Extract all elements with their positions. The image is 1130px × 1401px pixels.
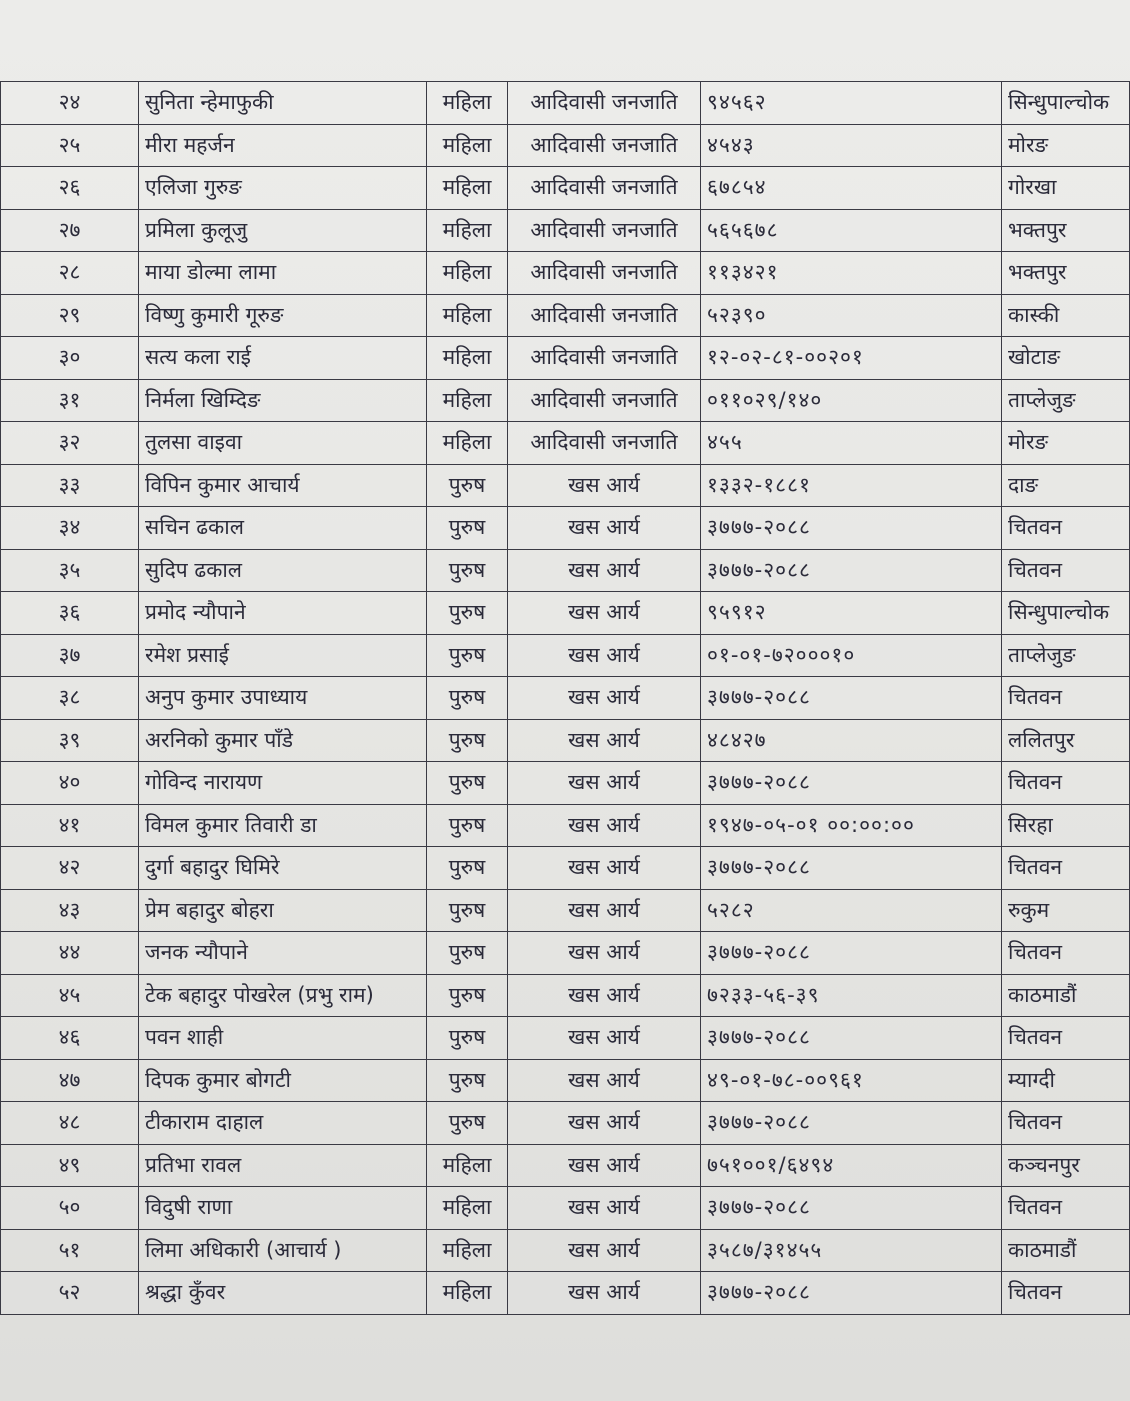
name-cell: माया डोल्मा लामा bbox=[139, 252, 427, 295]
name-cell: सुदिप ढकाल bbox=[139, 549, 427, 592]
table-row bbox=[1, 124, 1130, 167]
serial-number-cell: ४१ bbox=[1, 804, 139, 847]
district-cell: चितवन bbox=[1002, 677, 1130, 720]
gender-cell: महिला bbox=[427, 1144, 508, 1187]
id-number-cell: ३७७७-२०८८ bbox=[701, 677, 1002, 720]
name-cell: अरनिको कुमार पाँडे bbox=[139, 719, 427, 762]
id-number-cell: ५२३९० bbox=[701, 294, 1002, 337]
gender-cell: महिला bbox=[427, 167, 508, 210]
table-row bbox=[1, 634, 1130, 677]
group-cell: खस आर्य bbox=[508, 507, 701, 550]
district-cell: रुकुम bbox=[1002, 889, 1130, 932]
table-row bbox=[1, 847, 1130, 890]
serial-number-cell: ४४ bbox=[1, 932, 139, 975]
id-number-cell: ६७८५४ bbox=[701, 167, 1002, 210]
table-row bbox=[1, 549, 1130, 592]
district-cell: खोटाङ bbox=[1002, 337, 1130, 380]
group-cell: खस आर्य bbox=[508, 847, 701, 890]
district-cell: दाङ bbox=[1002, 464, 1130, 507]
table-row bbox=[1, 507, 1130, 550]
name-cell: पवन शाही bbox=[139, 1017, 427, 1060]
district-cell: सिन्धुपाल्चोक bbox=[1002, 592, 1130, 635]
id-number-cell: ३७७७-२०८८ bbox=[701, 1187, 1002, 1230]
group-cell: आदिवासी जनजाति bbox=[508, 124, 701, 167]
gender-cell: महिला bbox=[427, 337, 508, 380]
table-row bbox=[1, 294, 1130, 337]
id-number-cell: ४५५ bbox=[701, 422, 1002, 465]
name-cell: टेक बहादुर पोखरेल (प्रभु राम) bbox=[139, 974, 427, 1017]
district-cell: ललितपुर bbox=[1002, 719, 1130, 762]
district-cell: कञ्चनपुर bbox=[1002, 1144, 1130, 1187]
table-row bbox=[1, 592, 1130, 635]
table-row bbox=[1, 209, 1130, 252]
serial-number-cell: ३९ bbox=[1, 719, 139, 762]
serial-number-cell: २५ bbox=[1, 124, 139, 167]
candidate-table bbox=[0, 81, 1130, 1315]
serial-number-cell: २४ bbox=[1, 82, 139, 125]
group-cell: खस आर्य bbox=[508, 804, 701, 847]
district-cell: चितवन bbox=[1002, 762, 1130, 805]
id-number-cell: ३७७७-२०८८ bbox=[701, 1102, 1002, 1145]
district-cell: भक्तपुर bbox=[1002, 252, 1130, 295]
district-cell: चितवन bbox=[1002, 1187, 1130, 1230]
gender-cell: पुरुष bbox=[427, 1017, 508, 1060]
table-row bbox=[1, 1144, 1130, 1187]
name-cell: दुर्गा बहादुर घिमिरे bbox=[139, 847, 427, 890]
district-cell: काठमाडौं bbox=[1002, 1229, 1130, 1272]
id-number-cell: ३७७७-२०८८ bbox=[701, 507, 1002, 550]
serial-number-cell: २९ bbox=[1, 294, 139, 337]
serial-number-cell: ४५ bbox=[1, 974, 139, 1017]
name-cell: अनुप कुमार उपाध्याय bbox=[139, 677, 427, 720]
name-cell: प्रेम बहादुर बोहरा bbox=[139, 889, 427, 932]
name-cell: श्रद्धा कुँवर bbox=[139, 1272, 427, 1315]
serial-number-cell: ३५ bbox=[1, 549, 139, 592]
id-number-cell: ११३४२१ bbox=[701, 252, 1002, 295]
id-number-cell: ३७७७-२०८८ bbox=[701, 1272, 1002, 1315]
group-cell: खस आर्य bbox=[508, 549, 701, 592]
table-row bbox=[1, 337, 1130, 380]
group-cell: खस आर्य bbox=[508, 1017, 701, 1060]
name-cell: जनक न्यौपाने bbox=[139, 932, 427, 975]
id-number-cell: ३५८७/३१४५५ bbox=[701, 1229, 1002, 1272]
name-cell: सचिन ढकाल bbox=[139, 507, 427, 550]
serial-number-cell: ३३ bbox=[1, 464, 139, 507]
group-cell: आदिवासी जनजाति bbox=[508, 294, 701, 337]
gender-cell: पुरुष bbox=[427, 847, 508, 890]
id-number-cell: १२-०२-८१-००२०१ bbox=[701, 337, 1002, 380]
id-number-cell: ४८४२७ bbox=[701, 719, 1002, 762]
group-cell: खस आर्य bbox=[508, 1144, 701, 1187]
district-cell: ताप्लेजुङ bbox=[1002, 634, 1130, 677]
gender-cell: पुरुष bbox=[427, 889, 508, 932]
gender-cell: पुरुष bbox=[427, 762, 508, 805]
group-cell: खस आर्य bbox=[508, 634, 701, 677]
serial-number-cell: ४० bbox=[1, 762, 139, 805]
group-cell: खस आर्य bbox=[508, 592, 701, 635]
name-cell: विदुषी राणा bbox=[139, 1187, 427, 1230]
gender-cell: पुरुष bbox=[427, 719, 508, 762]
table-row bbox=[1, 1187, 1130, 1230]
name-cell: लिमा अधिकारी (आचार्य ) bbox=[139, 1229, 427, 1272]
serial-number-cell: २६ bbox=[1, 167, 139, 210]
name-cell: गोविन्द नारायण bbox=[139, 762, 427, 805]
id-number-cell: ९५९१२ bbox=[701, 592, 1002, 635]
id-number-cell: ५६५६७८ bbox=[701, 209, 1002, 252]
district-cell: चितवन bbox=[1002, 1272, 1130, 1315]
id-number-cell: ७२३३-५६-३९ bbox=[701, 974, 1002, 1017]
id-number-cell: १३३२-१८८१ bbox=[701, 464, 1002, 507]
group-cell: खस आर्य bbox=[508, 1272, 701, 1315]
table-row bbox=[1, 719, 1130, 762]
district-cell: म्याग्दी bbox=[1002, 1059, 1130, 1102]
gender-cell: महिला bbox=[427, 124, 508, 167]
gender-cell: पुरुष bbox=[427, 634, 508, 677]
serial-number-cell: ३६ bbox=[1, 592, 139, 635]
district-cell: भक्तपुर bbox=[1002, 209, 1130, 252]
table-row bbox=[1, 464, 1130, 507]
table-row bbox=[1, 1229, 1130, 1272]
table-row bbox=[1, 167, 1130, 210]
table-row bbox=[1, 762, 1130, 805]
group-cell: खस आर्य bbox=[508, 1059, 701, 1102]
gender-cell: पुरुष bbox=[427, 804, 508, 847]
table-row bbox=[1, 1272, 1130, 1315]
serial-number-cell: ३८ bbox=[1, 677, 139, 720]
table-row bbox=[1, 379, 1130, 422]
group-cell: खस आर्य bbox=[508, 1229, 701, 1272]
name-cell: विपिन कुमार आचार्य bbox=[139, 464, 427, 507]
district-cell: मोरङ bbox=[1002, 422, 1130, 465]
district-cell: गोरखा bbox=[1002, 167, 1130, 210]
serial-number-cell: ५१ bbox=[1, 1229, 139, 1272]
district-cell: चितवन bbox=[1002, 847, 1130, 890]
serial-number-cell: ४२ bbox=[1, 847, 139, 890]
gender-cell: पुरुष bbox=[427, 932, 508, 975]
group-cell: आदिवासी जनजाति bbox=[508, 209, 701, 252]
group-cell: खस आर्य bbox=[508, 974, 701, 1017]
gender-cell: पुरुष bbox=[427, 464, 508, 507]
serial-number-cell: ४८ bbox=[1, 1102, 139, 1145]
gender-cell: पुरुष bbox=[427, 1102, 508, 1145]
group-cell: खस आर्य bbox=[508, 889, 701, 932]
name-cell: प्रमिला कुलूजु bbox=[139, 209, 427, 252]
table-row bbox=[1, 422, 1130, 465]
serial-number-cell: ३७ bbox=[1, 634, 139, 677]
name-cell: एलिजा गुरुङ bbox=[139, 167, 427, 210]
serial-number-cell: ५० bbox=[1, 1187, 139, 1230]
group-cell: आदिवासी जनजाति bbox=[508, 337, 701, 380]
group-cell: खस आर्य bbox=[508, 464, 701, 507]
table-row bbox=[1, 252, 1130, 295]
serial-number-cell: ३० bbox=[1, 337, 139, 380]
serial-number-cell: ३२ bbox=[1, 422, 139, 465]
name-cell: मीरा महर्जन bbox=[139, 124, 427, 167]
district-cell: चितवन bbox=[1002, 932, 1130, 975]
group-cell: खस आर्य bbox=[508, 1102, 701, 1145]
gender-cell: महिला bbox=[427, 209, 508, 252]
gender-cell: पुरुष bbox=[427, 507, 508, 550]
group-cell: खस आर्य bbox=[508, 677, 701, 720]
table-row bbox=[1, 804, 1130, 847]
id-number-cell: १९४७-०५-०१ ००:००:०० bbox=[701, 804, 1002, 847]
table-row bbox=[1, 889, 1130, 932]
gender-cell: पुरुष bbox=[427, 974, 508, 1017]
id-number-cell: ०११०२९/१४० bbox=[701, 379, 1002, 422]
group-cell: आदिवासी जनजाति bbox=[508, 422, 701, 465]
table-row bbox=[1, 1017, 1130, 1060]
name-cell: विमल कुमार तिवारी डा bbox=[139, 804, 427, 847]
gender-cell: पुरुष bbox=[427, 549, 508, 592]
serial-number-cell: ४३ bbox=[1, 889, 139, 932]
gender-cell: महिला bbox=[427, 1187, 508, 1230]
district-cell: मोरङ bbox=[1002, 124, 1130, 167]
name-cell: विष्णु कुमारी गूरुङ bbox=[139, 294, 427, 337]
table-row bbox=[1, 1059, 1130, 1102]
district-cell: चितवन bbox=[1002, 549, 1130, 592]
name-cell: दिपक कुमार बोगटी bbox=[139, 1059, 427, 1102]
id-number-cell: ०१-०१-७२०००१० bbox=[701, 634, 1002, 677]
table-row bbox=[1, 932, 1130, 975]
id-number-cell: ३७७७-२०८८ bbox=[701, 549, 1002, 592]
district-cell: ताप्लेजुङ bbox=[1002, 379, 1130, 422]
serial-number-cell: ४९ bbox=[1, 1144, 139, 1187]
id-number-cell: ९४५६२ bbox=[701, 82, 1002, 125]
serial-number-cell: ४६ bbox=[1, 1017, 139, 1060]
id-number-cell: ३७७७-२०८८ bbox=[701, 847, 1002, 890]
name-cell: प्रमोद न्यौपाने bbox=[139, 592, 427, 635]
table-row bbox=[1, 677, 1130, 720]
gender-cell: महिला bbox=[427, 422, 508, 465]
gender-cell: पुरुष bbox=[427, 1059, 508, 1102]
table-row bbox=[1, 1102, 1130, 1145]
table-row bbox=[1, 82, 1130, 125]
name-cell: टीकाराम दाहाल bbox=[139, 1102, 427, 1145]
group-cell: आदिवासी जनजाति bbox=[508, 82, 701, 125]
id-number-cell: ३७७७-२०८८ bbox=[701, 932, 1002, 975]
name-cell: सुनिता न्हेमाफुकी bbox=[139, 82, 427, 125]
district-cell: चितवन bbox=[1002, 1017, 1130, 1060]
name-cell: रमेश प्रसाई bbox=[139, 634, 427, 677]
district-cell: चितवन bbox=[1002, 1102, 1130, 1145]
name-cell: सत्य कला राई bbox=[139, 337, 427, 380]
group-cell: खस आर्य bbox=[508, 719, 701, 762]
group-cell: खस आर्य bbox=[508, 762, 701, 805]
serial-number-cell: ५२ bbox=[1, 1272, 139, 1315]
gender-cell: महिला bbox=[427, 1229, 508, 1272]
id-number-cell: ४५४३ bbox=[701, 124, 1002, 167]
group-cell: आदिवासी जनजाति bbox=[508, 379, 701, 422]
gender-cell: महिला bbox=[427, 1272, 508, 1315]
serial-number-cell: २७ bbox=[1, 209, 139, 252]
name-cell: प्रतिभा रावल bbox=[139, 1144, 427, 1187]
table-body bbox=[1, 82, 1130, 1315]
group-cell: आदिवासी जनजाति bbox=[508, 167, 701, 210]
gender-cell: महिला bbox=[427, 252, 508, 295]
group-cell: खस आर्य bbox=[508, 932, 701, 975]
gender-cell: महिला bbox=[427, 379, 508, 422]
district-cell: सिरहा bbox=[1002, 804, 1130, 847]
serial-number-cell: ३४ bbox=[1, 507, 139, 550]
district-cell: सिन्धुपाल्चोक bbox=[1002, 82, 1130, 125]
id-number-cell: ५२८२ bbox=[701, 889, 1002, 932]
district-cell: चितवन bbox=[1002, 507, 1130, 550]
id-number-cell: ३७७७-२०८८ bbox=[701, 762, 1002, 805]
name-cell: तुलसा वाइवा bbox=[139, 422, 427, 465]
district-cell: कास्की bbox=[1002, 294, 1130, 337]
id-number-cell: ७५१००१/६४९४ bbox=[701, 1144, 1002, 1187]
group-cell: खस आर्य bbox=[508, 1187, 701, 1230]
group-cell: आदिवासी जनजाति bbox=[508, 252, 701, 295]
id-number-cell: ४९-०१-७८-००९६१ bbox=[701, 1059, 1002, 1102]
gender-cell: पुरुष bbox=[427, 677, 508, 720]
name-cell: निर्मला खिम्दिङ bbox=[139, 379, 427, 422]
table-row bbox=[1, 974, 1130, 1017]
serial-number-cell: ३१ bbox=[1, 379, 139, 422]
serial-number-cell: ४७ bbox=[1, 1059, 139, 1102]
id-number-cell: ३७७७-२०८८ bbox=[701, 1017, 1002, 1060]
district-cell: काठमाडौं bbox=[1002, 974, 1130, 1017]
gender-cell: पुरुष bbox=[427, 592, 508, 635]
serial-number-cell: २८ bbox=[1, 252, 139, 295]
gender-cell: महिला bbox=[427, 82, 508, 125]
gender-cell: महिला bbox=[427, 294, 508, 337]
